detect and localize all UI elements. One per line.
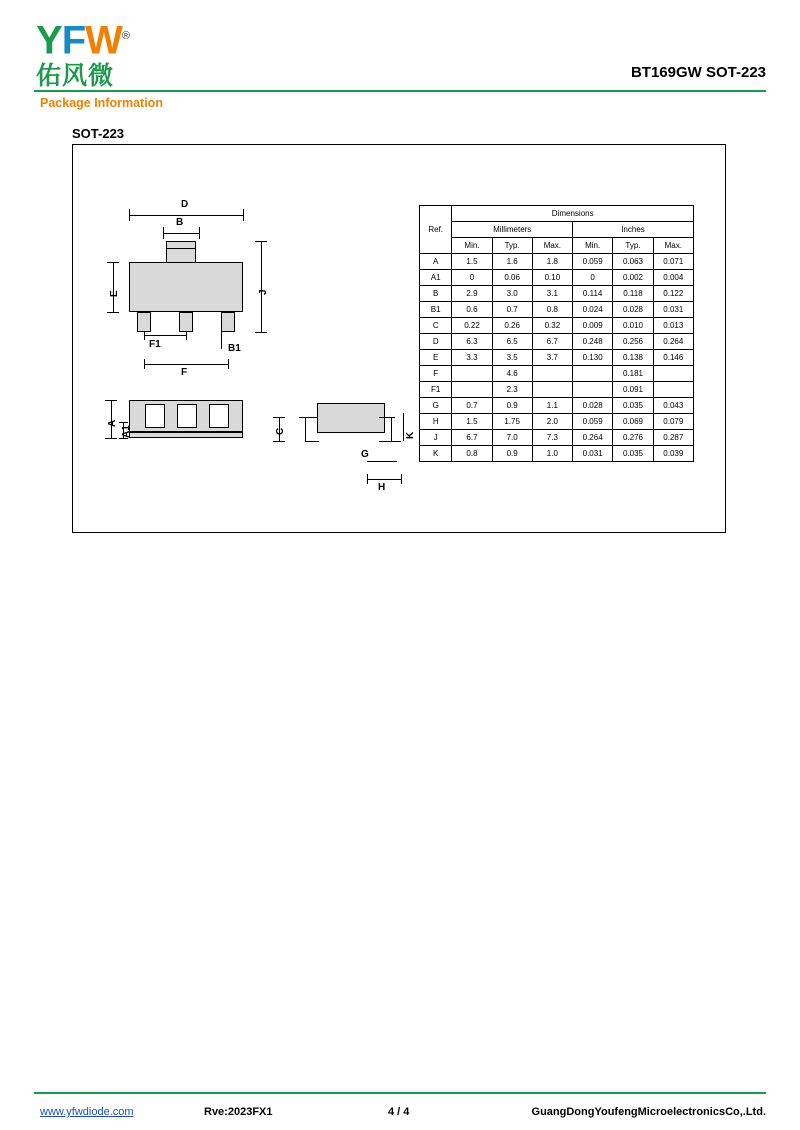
lead-1 bbox=[137, 312, 151, 332]
cell-ref: A bbox=[420, 254, 452, 270]
dim-tick-f1-left bbox=[144, 331, 145, 340]
front-lead-1 bbox=[145, 404, 165, 428]
cell-in-max: 0.013 bbox=[653, 318, 693, 334]
cell-ref: K bbox=[420, 446, 452, 462]
cell-in-max: 0.043 bbox=[653, 398, 693, 414]
cell-mm-max: 7.3 bbox=[532, 430, 572, 446]
cell-in-typ: 0.010 bbox=[613, 318, 653, 334]
cell-in-max: 0.031 bbox=[653, 302, 693, 318]
table-row bbox=[420, 270, 694, 286]
table-row bbox=[420, 430, 694, 446]
table-row bbox=[420, 334, 694, 350]
cell-in-typ: 0.002 bbox=[613, 270, 653, 286]
cell-ref: H bbox=[420, 414, 452, 430]
label-b: B bbox=[176, 217, 184, 228]
cell-in-max: 0.039 bbox=[653, 446, 693, 462]
dim-tick-e-bottom bbox=[107, 312, 119, 313]
cell-mm-typ: 0.06 bbox=[492, 270, 532, 286]
cell-in-min: 0.264 bbox=[572, 430, 612, 446]
cell-in-typ: 0.181 bbox=[613, 366, 653, 382]
cell-in-max: 0.079 bbox=[653, 414, 693, 430]
label-f: F bbox=[181, 367, 188, 378]
cell-in-typ: 0.118 bbox=[613, 286, 653, 302]
cell-mm-typ: 0.7 bbox=[492, 302, 532, 318]
cell-in-max: 0.122 bbox=[653, 286, 693, 302]
cell-mm-min: 0.8 bbox=[452, 446, 492, 462]
cell-mm-max: 1.1 bbox=[532, 398, 572, 414]
label-b1: B1 bbox=[228, 343, 241, 354]
table-row bbox=[420, 382, 694, 398]
dim-tick-j-top bbox=[255, 241, 267, 242]
cell-mm-max: 1.0 bbox=[532, 446, 572, 462]
cell-mm-typ: 0.9 bbox=[492, 398, 532, 414]
cell-ref: F bbox=[420, 366, 452, 382]
cell-in-max bbox=[653, 366, 693, 382]
dim-tick-h-right bbox=[401, 474, 402, 484]
lead-3 bbox=[221, 312, 235, 332]
header-mm-max: Max. bbox=[532, 238, 572, 254]
table-row bbox=[420, 366, 694, 382]
dim-line-e bbox=[113, 262, 114, 312]
cell-in-typ: 0.256 bbox=[613, 334, 653, 350]
dim-tick-f1-right bbox=[186, 331, 187, 340]
cell-mm-min: 2.9 bbox=[452, 286, 492, 302]
dim-tick-a-top bbox=[105, 400, 117, 401]
leader-b1 bbox=[221, 317, 222, 349]
side-lead-left-vert bbox=[305, 417, 306, 441]
page-header bbox=[0, 0, 800, 110]
cell-in-min bbox=[572, 366, 612, 382]
side-lead-left-top bbox=[299, 417, 317, 418]
label-e: E bbox=[109, 290, 120, 297]
side-lead-right-vert bbox=[391, 417, 392, 441]
cell-in-min: 0.031 bbox=[572, 446, 612, 462]
dim-line-d bbox=[129, 215, 243, 216]
table-row bbox=[420, 302, 694, 318]
top-tab-line bbox=[166, 248, 196, 249]
revision-label: Rve:2023FX1 bbox=[204, 1106, 273, 1118]
header-mm-typ: Typ. bbox=[492, 238, 532, 254]
cell-ref: B bbox=[420, 286, 452, 302]
document-title: BT169GW SOT-223 bbox=[630, 64, 766, 81]
label-f1: F1 bbox=[149, 339, 161, 350]
cell-in-min: 0.059 bbox=[572, 254, 612, 270]
registered-trademark-icon: ® bbox=[121, 30, 129, 42]
header-millimeters: Millimeters bbox=[452, 222, 573, 238]
cell-in-typ: 0.035 bbox=[613, 398, 653, 414]
label-k: K bbox=[405, 431, 416, 439]
dim-tick-c-bottom bbox=[273, 441, 285, 442]
dim-line-h bbox=[367, 479, 401, 480]
cell-mm-min: 6.7 bbox=[452, 430, 492, 446]
cell-in-max: 0.146 bbox=[653, 350, 693, 366]
dim-tick-e-top bbox=[107, 262, 119, 263]
cell-mm-typ: 3.5 bbox=[492, 350, 532, 366]
table-header-row-1 bbox=[420, 206, 694, 222]
table-row bbox=[420, 350, 694, 366]
cell-mm-max: 1.8 bbox=[532, 254, 572, 270]
header-divider bbox=[34, 90, 766, 92]
cell-ref: D bbox=[420, 334, 452, 350]
front-lead-2 bbox=[177, 404, 197, 428]
header-in-max: Max. bbox=[653, 238, 693, 254]
cell-in-min: 0.009 bbox=[572, 318, 612, 334]
dim-line-b bbox=[163, 233, 199, 234]
section-title: Package Information bbox=[40, 96, 163, 110]
label-a1: A1 bbox=[121, 425, 132, 438]
label-c: C bbox=[275, 427, 286, 435]
cell-mm-min: 3.3 bbox=[452, 350, 492, 366]
table-row bbox=[420, 398, 694, 414]
side-lead-right-foot bbox=[379, 441, 401, 442]
header-inches: Inches bbox=[572, 222, 693, 238]
dim-tick-a1-top bbox=[119, 422, 128, 423]
cell-mm-typ: 0.26 bbox=[492, 318, 532, 334]
dim-tick-b-left bbox=[163, 227, 164, 239]
cell-mm-typ: 2.3 bbox=[492, 382, 532, 398]
package-name: SOT-223 bbox=[72, 126, 125, 141]
dim-tick-d-left bbox=[129, 209, 130, 221]
dim-line-g bbox=[367, 461, 397, 462]
logo-wordmark: YFW® bbox=[36, 18, 129, 63]
cell-mm-typ: 3.0 bbox=[492, 286, 532, 302]
dim-tick-h-left bbox=[367, 474, 368, 484]
body-side-view bbox=[317, 403, 385, 433]
cell-mm-max: 2.0 bbox=[532, 414, 572, 430]
cell-mm-min: 0.7 bbox=[452, 398, 492, 414]
dim-line-j bbox=[261, 241, 262, 332]
cell-in-max: 0.071 bbox=[653, 254, 693, 270]
package-outline-box bbox=[72, 144, 726, 533]
cell-mm-typ: 7.0 bbox=[492, 430, 532, 446]
header-in-min: Min. bbox=[572, 238, 612, 254]
cell-mm-max: 0.32 bbox=[532, 318, 572, 334]
body-top-view bbox=[129, 262, 243, 312]
label-d: D bbox=[181, 199, 189, 210]
cell-in-min: 0.248 bbox=[572, 334, 612, 350]
dim-line-f1 bbox=[144, 335, 186, 336]
cell-mm-typ: 1.75 bbox=[492, 414, 532, 430]
body-front-base bbox=[129, 432, 243, 438]
dim-tick-f-right bbox=[228, 359, 229, 369]
cell-in-typ: 0.028 bbox=[613, 302, 653, 318]
side-lead-left-foot bbox=[305, 441, 319, 442]
cell-in-typ: 0.035 bbox=[613, 446, 653, 462]
cell-ref: B1 bbox=[420, 302, 452, 318]
dim-tick-c-top bbox=[273, 417, 285, 418]
cell-in-max: 0.004 bbox=[653, 270, 693, 286]
label-j: J bbox=[258, 289, 269, 295]
cell-ref: J bbox=[420, 430, 452, 446]
label-a: A bbox=[107, 419, 118, 427]
cell-mm-min: 1.5 bbox=[452, 414, 492, 430]
top-tab bbox=[166, 241, 196, 263]
cell-in-min: 0.130 bbox=[572, 350, 612, 366]
cell-mm-min: 1.5 bbox=[452, 254, 492, 270]
cell-in-min: 0.059 bbox=[572, 414, 612, 430]
cell-mm-max: 0.10 bbox=[532, 270, 572, 286]
cell-in-max: 0.264 bbox=[653, 334, 693, 350]
table-row bbox=[420, 446, 694, 462]
cell-mm-typ: 1.6 bbox=[492, 254, 532, 270]
cell-in-typ: 0.091 bbox=[613, 382, 653, 398]
cell-mm-min: 0.22 bbox=[452, 318, 492, 334]
dim-line-f bbox=[144, 364, 228, 365]
cell-mm-min bbox=[452, 382, 492, 398]
page-number: 4 / 4 bbox=[388, 1106, 410, 1118]
cell-ref: A1 bbox=[420, 270, 452, 286]
cell-mm-max: 6.7 bbox=[532, 334, 572, 350]
cell-ref: E bbox=[420, 350, 452, 366]
cell-mm-typ: 4.6 bbox=[492, 366, 532, 382]
dim-tick-a-bottom bbox=[105, 438, 117, 439]
package-drawing bbox=[73, 145, 473, 532]
cell-mm-min: 0 bbox=[452, 270, 492, 286]
cell-in-typ: 0.276 bbox=[613, 430, 653, 446]
table-row bbox=[420, 414, 694, 430]
header-in-typ: Typ. bbox=[613, 238, 653, 254]
cell-mm-min: 6.3 bbox=[452, 334, 492, 350]
cell-in-min: 0.024 bbox=[572, 302, 612, 318]
cell-in-typ: 0.138 bbox=[613, 350, 653, 366]
table-row bbox=[420, 254, 694, 270]
cell-in-max: 0.287 bbox=[653, 430, 693, 446]
header-mm-min: Min. bbox=[452, 238, 492, 254]
table-row bbox=[420, 286, 694, 302]
cell-mm-max: 0.8 bbox=[532, 302, 572, 318]
cell-ref: F1 bbox=[420, 382, 452, 398]
website-link[interactable]: www.yfwdiode.com bbox=[40, 1106, 134, 1118]
label-g: G bbox=[361, 449, 369, 460]
cell-mm-typ: 6.5 bbox=[492, 334, 532, 350]
side-lead-right-top bbox=[379, 417, 395, 418]
cell-in-typ: 0.069 bbox=[613, 414, 653, 430]
page-footer bbox=[0, 1098, 800, 1126]
company-logo bbox=[36, 16, 226, 90]
footer-divider bbox=[34, 1092, 766, 1094]
label-h: H bbox=[378, 482, 386, 493]
dim-tick-a1-bottom bbox=[119, 438, 128, 439]
dim-tick-j-bottom bbox=[255, 332, 267, 333]
cell-in-min: 0.114 bbox=[572, 286, 612, 302]
dimensions-table bbox=[419, 205, 694, 462]
cell-ref: C bbox=[420, 318, 452, 334]
lead-2 bbox=[179, 312, 193, 332]
cell-mm-min bbox=[452, 366, 492, 382]
cell-in-max bbox=[653, 382, 693, 398]
cell-in-min: 0.028 bbox=[572, 398, 612, 414]
dim-tick-b-right bbox=[199, 227, 200, 239]
dimensions-table-wrapper bbox=[419, 205, 694, 462]
cell-mm-max bbox=[532, 382, 572, 398]
cell-in-typ: 0.063 bbox=[613, 254, 653, 270]
table-header-row-3 bbox=[420, 238, 694, 254]
header-ref: Ref. bbox=[420, 206, 452, 254]
dim-tick-f-left bbox=[144, 359, 145, 369]
cell-ref: G bbox=[420, 398, 452, 414]
cell-in-min bbox=[572, 382, 612, 398]
company-name: GuangDongYoufengMicroelectronicsCo,.Ltd. bbox=[531, 1106, 766, 1118]
cell-mm-max: 3.1 bbox=[532, 286, 572, 302]
cell-mm-max: 3.7 bbox=[532, 350, 572, 366]
table-row bbox=[420, 318, 694, 334]
cell-in-min: 0 bbox=[572, 270, 612, 286]
cell-mm-typ: 0.9 bbox=[492, 446, 532, 462]
table-header-row-2 bbox=[420, 222, 694, 238]
cell-mm-max bbox=[532, 366, 572, 382]
cell-mm-min: 0.6 bbox=[452, 302, 492, 318]
logo-chinese-name: 佑风微 bbox=[36, 62, 115, 91]
header-dimensions: Dimensions bbox=[452, 206, 694, 222]
dim-tick-d-right bbox=[243, 209, 244, 221]
dim-line-k bbox=[403, 413, 404, 441]
front-lead-3 bbox=[209, 404, 229, 428]
